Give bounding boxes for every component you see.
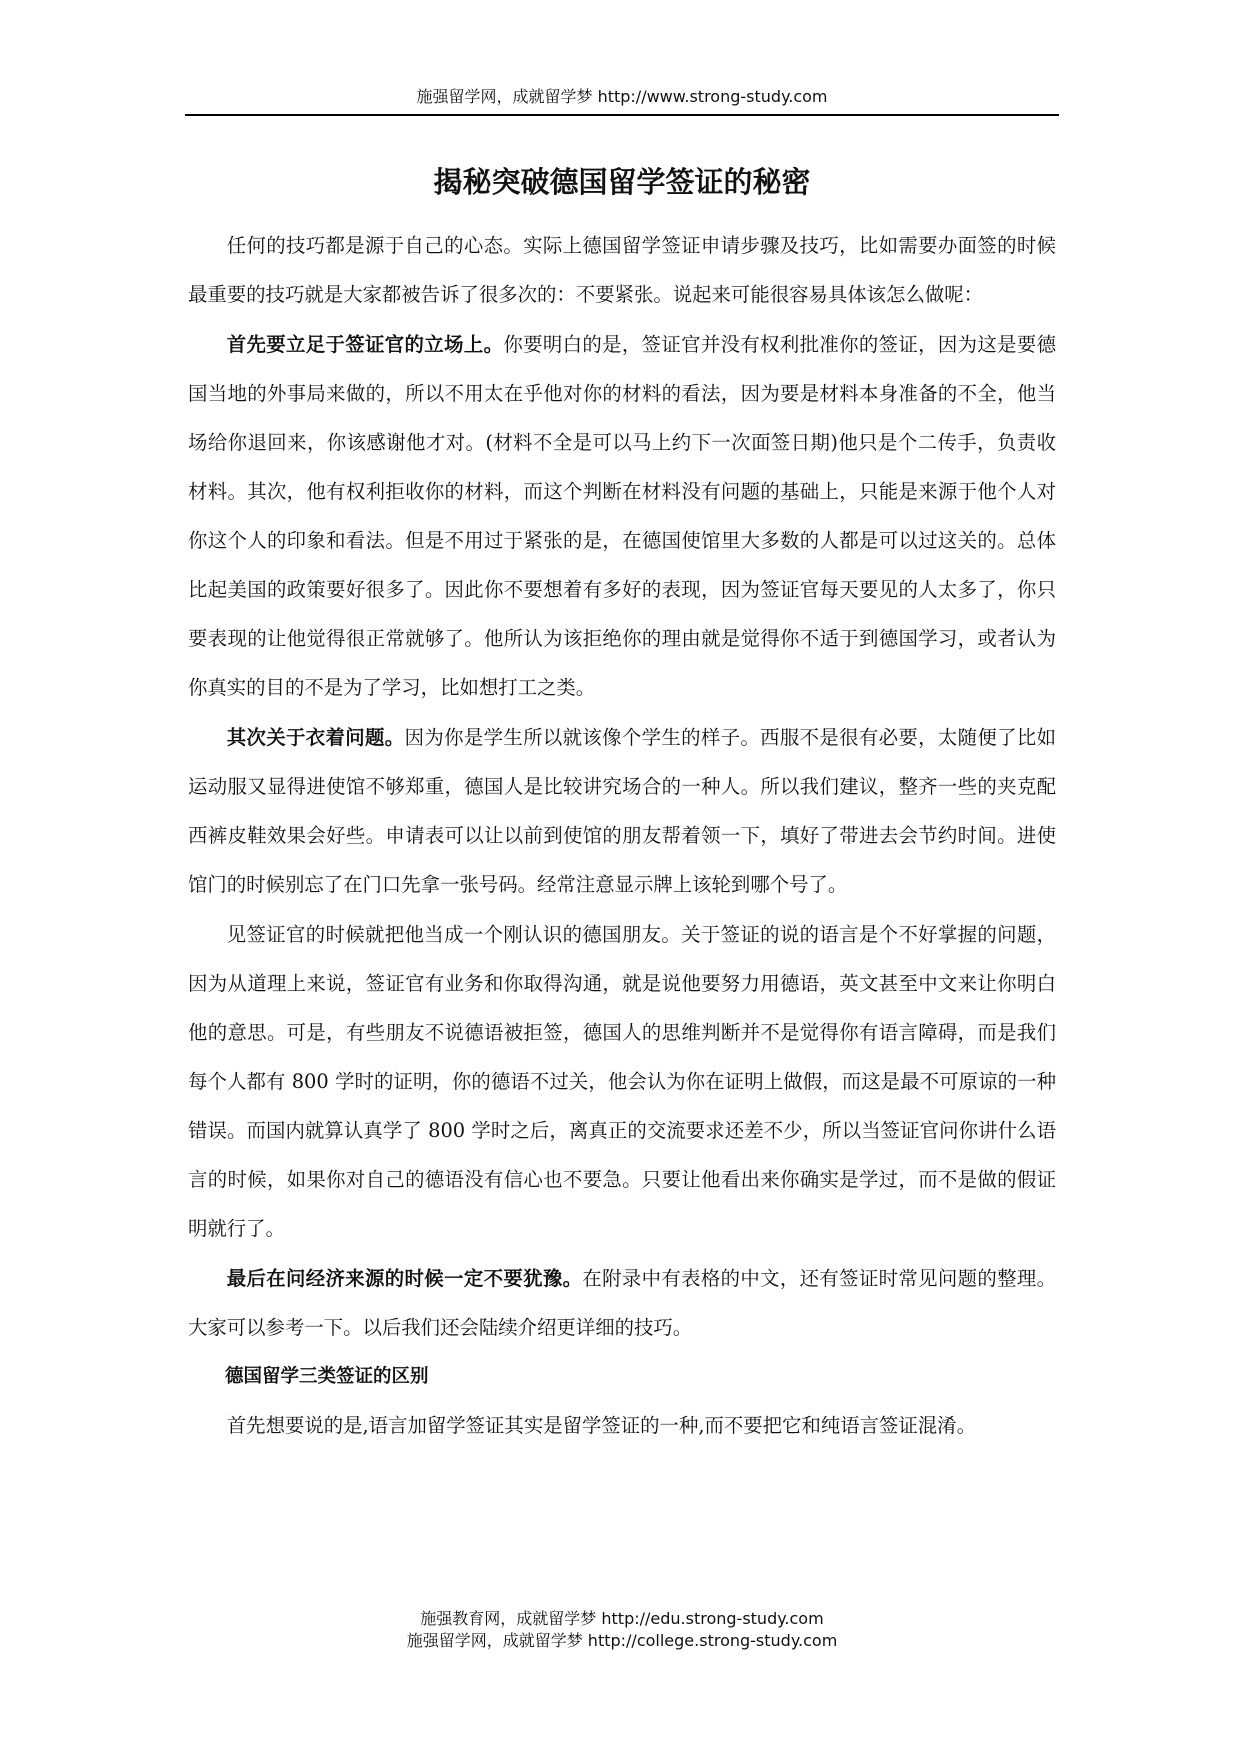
page-footer <box>185 1608 1059 1652</box>
paragraph-visa-officer <box>188 320 1056 712</box>
paragraph-lead: 最后在问经济来源的时候一定不要犹豫。 <box>226 1267 583 1290</box>
paragraph-lead: 首先要立足于签证官的立场上。 <box>226 333 504 356</box>
paragraph-intro <box>188 221 1056 319</box>
paragraph-finance <box>188 1254 1056 1352</box>
page-header <box>185 86 1059 108</box>
document-body <box>188 221 1056 1450</box>
paragraph-text: 你要明白的是，签证官并没有权利批准你的签证，因为这是要德国当地的外事局来做的，所以不用太在乎他对你的材料的看法，因为要是材料本身准备的不全，他当场给你退回来，你该感谢他才对。(材料不全是可以马上约下一次面签日期)他只是个二传手，负责收材料。其次，他有权利拒收你的材料，而这个判断在材料没有问题的基础上，只能是来源于他个人对你这个人的印象和看法。但是不用过于紧张的是，在德国使馆里大多数的人都是可以过这关的。总体比起美国的政策要好很多了。因此你不要想着有多好的表现，因为签证官每天要见的人太多了，你只要表现的让他觉得很正常就够了。他所认为该拒绝你的理由就是觉得你不适于到德国学习，或者认为你真实的目的不是为了学习，比如想打工之类。 <box>188 333 1057 699</box>
footer-line-1: 施强教育网，成就留学梦 http://edu.strong-study.com <box>420 1609 824 1628</box>
paragraph-text: 任何的技巧都是源于自己的心态。实际上德国留学签证申请步骤及技巧，比如需要办面签的时候最重要的技巧就是大家都被告诉了很多次的：不要紧张。说起来可能很容易具体该怎么做呢： <box>188 234 1056 306</box>
paragraph-text: 见签证官的时候就把他当成一个刚认识的德国朋友。关于签证的说的语言是个不好掌握的问题，因为从道理上来说，签证官有业务和你取得沟通，就是说他要努力用德语，英文甚至中文来让你明白他的意思。可是，有些朋友不说德语被拒签，德国人的思维判断并不是觉得你有语言障碍，而是我们每个人都有 800 学时的证明，你的德语不过关，他会认为你在证明上做假，而这是最不可原谅的一种错误。而国内就算认真学了 800 学时之后，离真正的交流要求还差不少，所以当签证官问你讲什么语言的时候，如果你对自己的德语没有信心也不要急。只要让他看出来你确实是学过，而不是做的假证明就行了。 <box>188 923 1056 1240</box>
paragraph-text: 因为你是学生所以就该像个学生的样子。西服不是很有必要，太随便了比如运动服又显得进使馆不够郑重，德国人是比较讲究场合的一种人。所以我们建议，整齐一些的夹克配西裤皮鞋效果会好些。申请表可以让以前到使馆的朋友帮着领一下，填好了带进去会节约时间。进使馆门的时候别忘了在门口先拿一张号码。经常注意显示牌上该轮到哪个号了。 <box>188 726 1057 896</box>
document-title: 揭秘突破德国留学签证的秘密 <box>433 165 811 199</box>
paragraph-last: 首先想要说的是,语言加留学签证其实是留学签证的一种,而不要把它和纯语言签证混淆。 <box>226 1414 976 1437</box>
section-subheading: 德国留学三类签证的区别 <box>225 1366 429 1387</box>
footer-line-2: 施强留学网，成就留学梦 http://college.strong-study.com <box>406 1631 838 1650</box>
header-divider <box>185 114 1059 116</box>
header-site-text: 施强留学网，成就留学梦 http://www.strong-study.com <box>416 87 828 106</box>
paragraph-language <box>188 910 1056 1253</box>
paragraph-lead: 其次关于衣着问题。 <box>226 726 405 749</box>
paragraph-text: 在附录中有表格的中文，还有签证时常见问题的整理。大家可以参考一下。以后我们还会陆续介绍更详细的技巧。 <box>188 1267 1057 1339</box>
paragraph-clothing <box>188 713 1056 909</box>
